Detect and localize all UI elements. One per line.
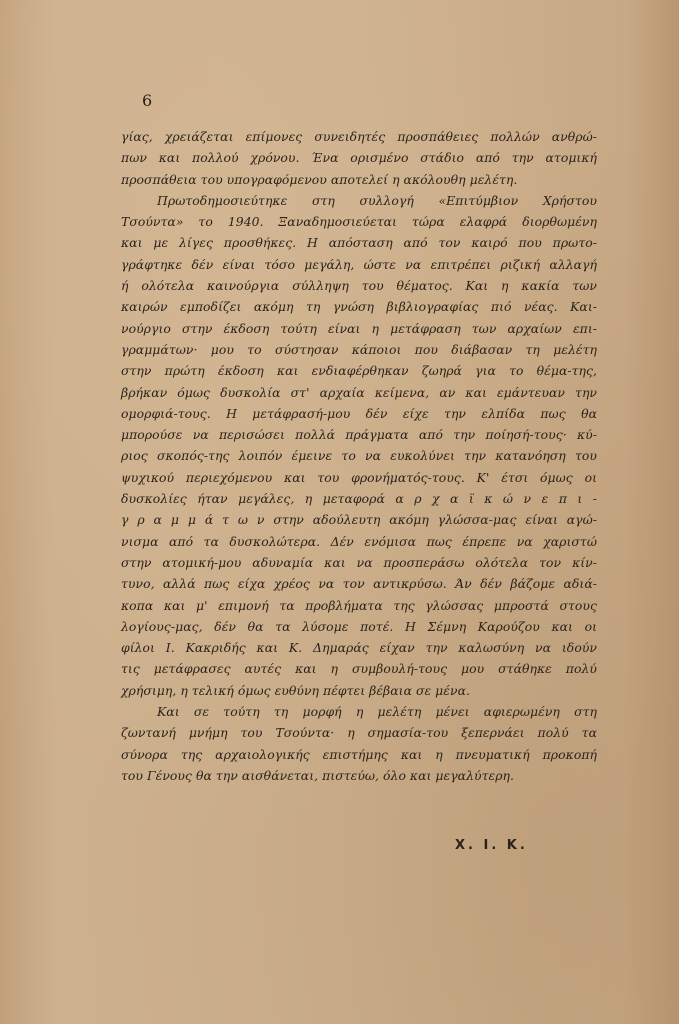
- text-line: καιρών εμποδίζει ακόμη τη γνώση βιβλιογραφίας πιό νέας. Και-: [121, 299, 597, 315]
- text-line: χρήσιμη, η τελική όμως ευθύνη πέφτει βέβαια σε μένα.: [121, 682, 470, 698]
- page-number: 6: [142, 91, 153, 110]
- text-line: μπορούσε να περισώσει πολλά πράγματα από την ποίησή-τους· κύ-: [121, 427, 597, 443]
- text-line: Πρωτοδημοσιεύτηκε στη συλλογή «Επιτύμβιον Χρήστου: [157, 192, 597, 208]
- text-line: γ ρ α μ μ ά τ ω ν στην αδούλευτη ακόμη γλώσσα-μας είναι αγώ-: [121, 512, 597, 528]
- text-line: τις μετάφρασες αυτές και η συμβουλή-τους μου στάθηκε πολύ: [121, 661, 597, 677]
- body-text: [121, 126, 597, 786]
- text-line: βρήκαν όμως δυσκολία στ' αρχαία κείμενα, αν και εμάντευαν την: [121, 384, 597, 400]
- text-line: κοπα και μ' επιμονή τα προβλήματα της γλώσσας μπροστά στους: [121, 597, 597, 613]
- text-line: ομορφιά-τους. Η μετάφρασή-μου δέν είχε την ελπίδα πως θα: [121, 405, 597, 421]
- text-line: στην ατομική-μου αδυναμία και να προσπεράσω ολότελα τον κίν-: [121, 554, 597, 570]
- text-line: προσπάθεια του υπογραφόμενου αποτελεί η ακόλουθη μελέτη.: [121, 171, 518, 187]
- text-line: γράφτηκε δέν είναι τόσο μεγάλη, ώστε να επιτρέπει ριζική αλλαγή: [121, 256, 597, 272]
- text-line: γραμμάτων· μου το σύστησαν κάποιοι που διάβασαν τη μελέτη: [121, 341, 597, 357]
- text-line: ή ολότελα καινούργια σύλληψη του θέματος. Και η κακία των: [121, 278, 597, 294]
- text-line: και με λίγες προσθήκες. Η απόσταση από τον καιρό που πρωτο-: [121, 235, 597, 251]
- text-line: ζωντανή μνήμη του Τσούντα· η σημασία-του ξεπερνάει πολύ τα: [121, 725, 597, 741]
- text-line: ψυχικού περιεχόμενου και του φρονήματός-τους. Κ' έτσι όμως οι: [121, 469, 597, 485]
- text-line: του Γένους θα την αισθάνεται, πιστεύω, όλο και μεγαλύτερη.: [121, 767, 514, 783]
- text-line: λογίους-μας, δέν θα τα λύσομε ποτέ. Η Σέμνη Καρούζου και οι: [121, 618, 597, 634]
- author-initials: Χ. Ι. Κ.: [455, 838, 528, 853]
- text-line: νισμα από τα δυσκολώτερα. Δέν ενόμισα πως έπρεπε να χαριστώ: [121, 533, 597, 549]
- text-line: Και σε τούτη τη μορφή η μελέτη μένει αφιερωμένη στη: [157, 704, 597, 720]
- text-line: νούργιο στην έκδοση τούτη είναι η μετάφραση των αρχαίων επι-: [121, 320, 597, 336]
- text-line: γίας, χρειάζεται επίμονες συνειδητές προσπάθειες πολλών ανθρώ-: [121, 129, 597, 144]
- text-line: τυνο, αλλά πως είχα χρέος να τον αντικρύσω. Άν δέν βάζομε αδιά-: [121, 576, 597, 592]
- text-line: Τσούντα» το 1940. Ξαναδημοσιεύεται τώρα ελαφρά διορθωμένη: [121, 214, 597, 230]
- text-line: φίλοι Ι. Κακριδής και Κ. Δημαράς είχαν την καλωσύνη να ιδούν: [121, 640, 597, 656]
- text-line: σύνορα της αρχαιολογικής επιστήμης και η πνευματική προκοπή: [121, 746, 597, 762]
- text-line: πων και πολλού χρόνου. Ένα ορισμένο στάδιο από την ατομική: [121, 150, 597, 166]
- text-line: στην πρώτη έκδοση και ενδιαφέρθηκαν ζωηρά για το θέμα-της,: [121, 363, 597, 379]
- text-line: ριος σκοπός-της λοιπόν έμεινε το να ευκολύνει την κατανόηση του: [121, 448, 597, 464]
- text-line: δυσκολίες ήταν μεγάλες, η μεταφορά α ρ χ α ϊ κ ώ ν ε π ι -: [121, 491, 597, 507]
